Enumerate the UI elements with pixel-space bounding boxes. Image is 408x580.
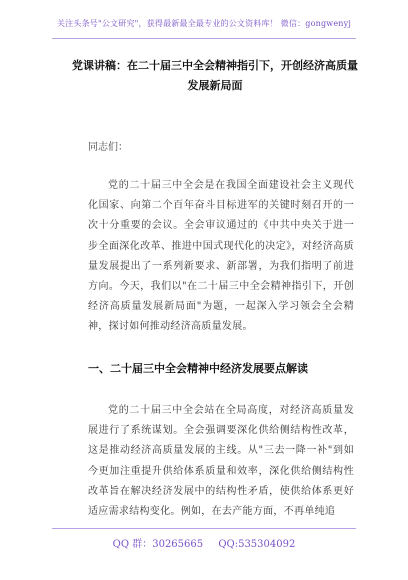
header-divider — [52, 38, 356, 39]
salutation: 同志们： — [88, 142, 128, 153]
paragraph-intro: 党的二十届三中全会是在我国全面建设社会主义现代化国家、向第二个百年奋斗目标进军的关键时刻召开的一次十分重要的会议。全会审议通过的《中共中央关于进一步全面深化改革、推进中国式现代化的决定》，对经济高质量发展提出了一系列新要求、新部署，为我们指明了前进方向。今天，我们以"在二十届三中全会精神指引下，开创经济高质量发展新局面"为题，一起深入学习领会全会精神，探讨如何推动经济高质量发展。 — [88, 180, 354, 333]
document-title: 党课讲稿：在二十届三中全会精神指引下，开创经济高质量发展新局面 — [72, 59, 358, 92]
footer-qq-group: QQ 群：30265665 — [112, 539, 204, 550]
section-heading: 一、二十届三中全会精神中经济发展要点解读 — [88, 362, 308, 375]
header-notice: 关注头条号"公文研究"，获得最新最全最专业的公文资料库！ 微信：gongwenyj — [56, 19, 352, 28]
footer-divider — [52, 528, 356, 529]
footer-qq-number: QQ:535304092 — [218, 539, 296, 550]
page-footer — [0, 535, 408, 550]
paragraph-body: 党的二十届三中全会站在全局高度，对经济高质量发展进行了系统谋划。全会强调要深化供给侧结构性改革，这是推动经济高质量发展的主线。从"三去一降一补"到如今更加注重提升供给体系质量和效率，深化供给侧结构性改革旨在解决经济发展中的结构性矛盾，使供给体系更好适应需求结构变化。例如，在去产能方面，不再单纯追 — [88, 405, 354, 518]
